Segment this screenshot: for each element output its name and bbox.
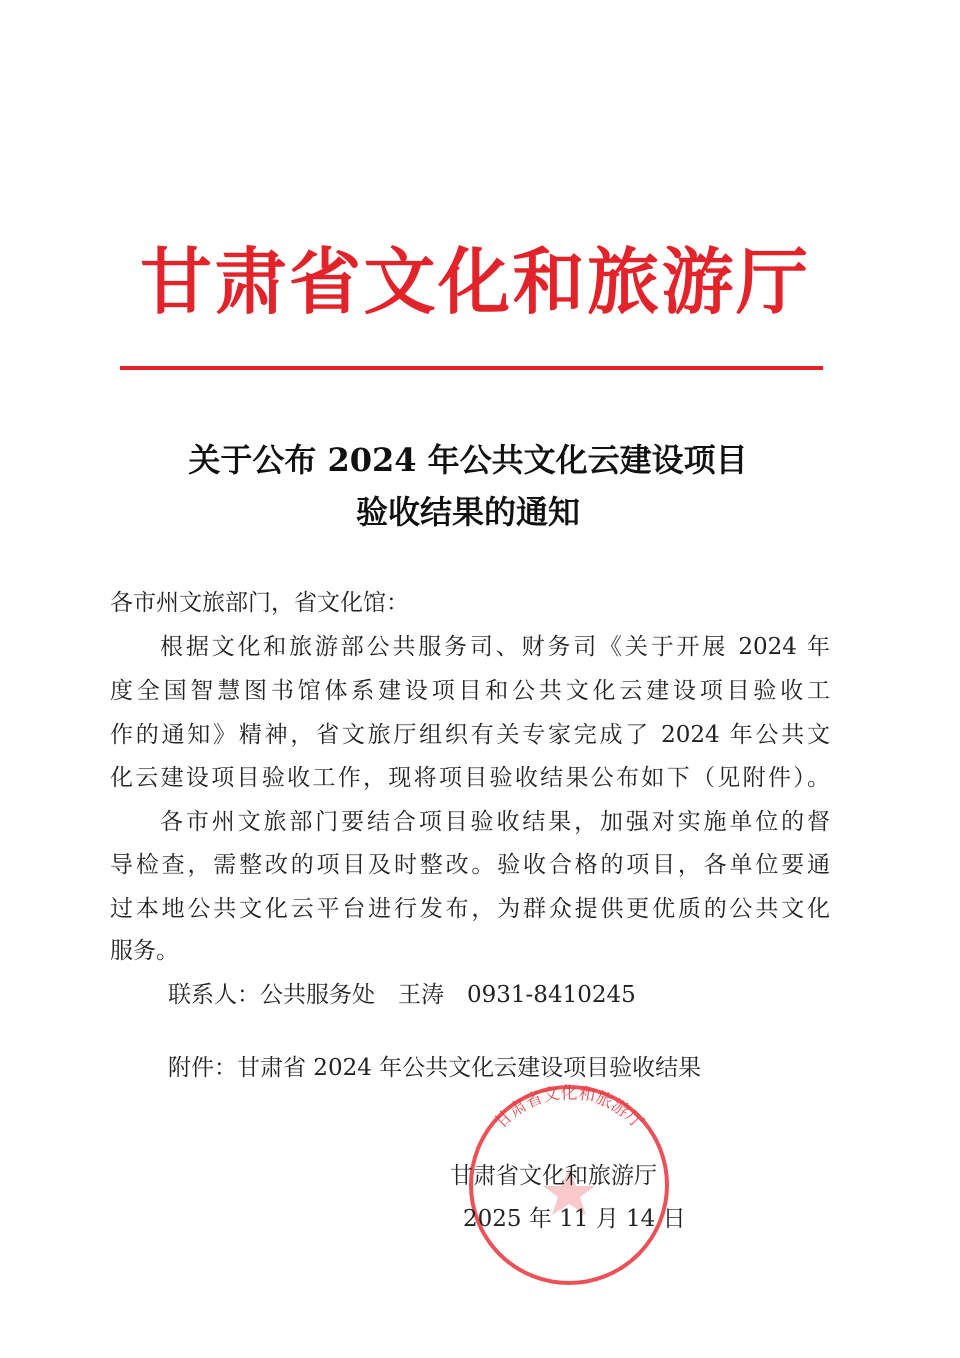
paragraph-line: 根据文化和旅游部公共服务司、财务司《关于开展 2024 年	[160, 634, 830, 660]
paragraph-line: 各市州文旅部门要结合项目验收结果，加强对实施单位的督	[160, 809, 830, 835]
paragraph-line: 作的通知》精神，省文旅厅组织有关专家完成了 2024 年公共文	[110, 722, 830, 748]
attachment-reference: 附件：甘肃省 2024 年公共文化云建设项目验收结果	[168, 1055, 702, 1081]
notice-title-line1: 关于公布 2024 年公共文化云建设项目	[188, 441, 748, 479]
paragraph-line: 度全国智慧图书馆体系建设项目和公共文化云建设项目验收工	[110, 678, 830, 704]
signature-date: 2025 年 11 月 14 日	[463, 1206, 686, 1232]
paragraph-line: 服务。	[110, 938, 179, 964]
paragraph-line: 导检查，需整改的项目及时整改。验收合格的项目，各单位要通	[110, 852, 830, 878]
paragraph-line: 化云建设项目验收工作，现将项目验收结果公布如下（见附件）。	[110, 765, 830, 791]
signature-issuer: 甘肃省文化和旅游厅	[450, 1163, 657, 1189]
letterhead-divider	[120, 366, 823, 370]
salutation: 各市州文旅部门，省文化馆：	[110, 590, 409, 616]
paragraph-line: 过本地公共文化云平台进行发布，为群众提供更优质的公共文化	[110, 896, 830, 922]
contact-info: 联系人：公共服务处 王涛 0931-8410245	[168, 982, 636, 1008]
issuer-letterhead: 甘肃省文化和旅游厅	[140, 239, 810, 324]
notice-title-line2: 验收结果的通知	[355, 493, 580, 531]
seal-lettering: 甘肃省文化和旅游厅	[490, 1083, 648, 1133]
